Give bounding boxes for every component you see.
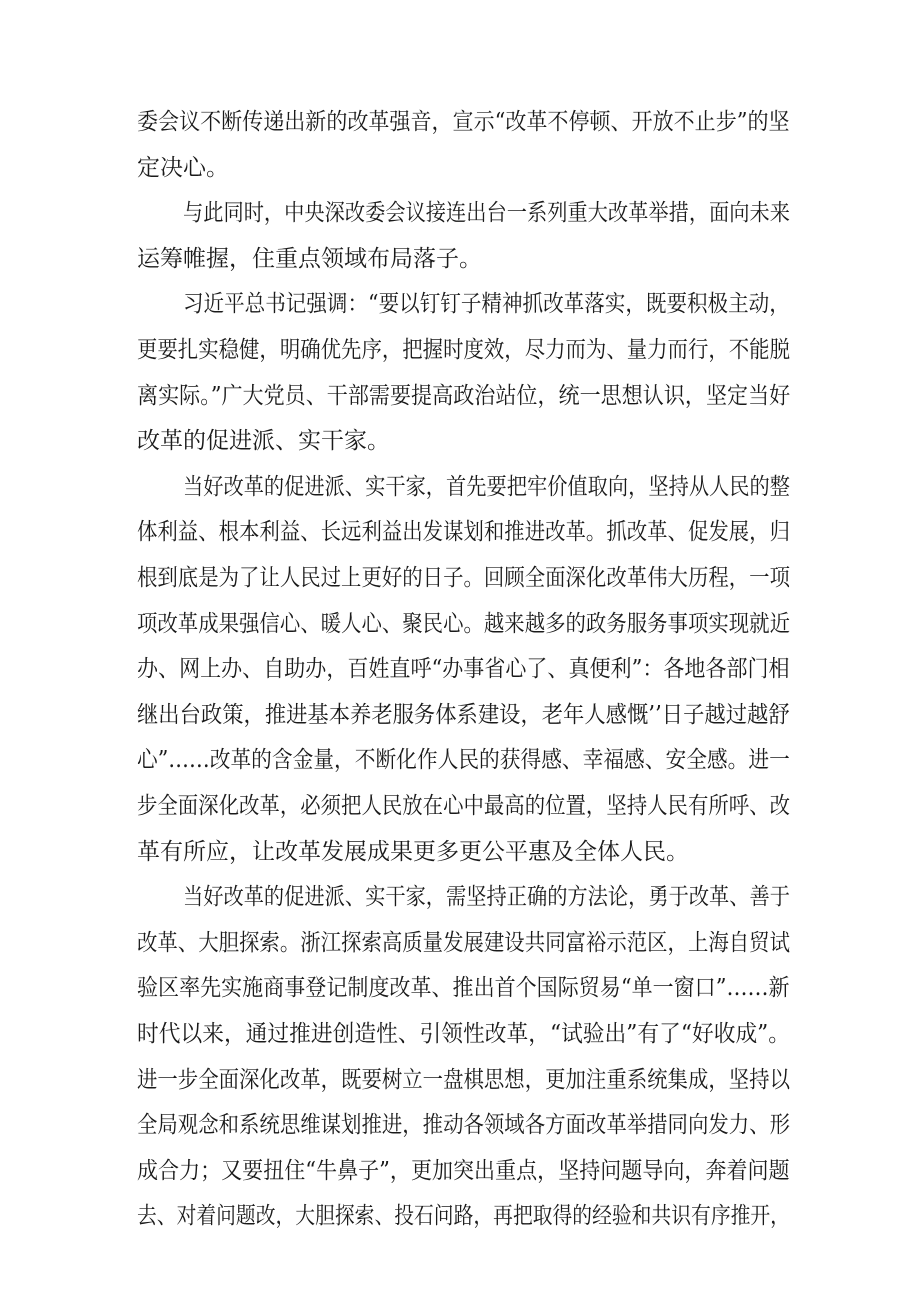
text-line: 习近平总书记强调：“要以钉钉子精神抓改革落实，既要积极主动， xyxy=(183,291,790,318)
text-line: 定决心。 xyxy=(137,154,229,181)
text-line: 当好改革的促进派、实干家，首先要把牢价值取向，坚持从人民的整 xyxy=(183,473,790,500)
text-line: 验区率先实施商事登记制度改革、推出首个国际贸易“单一窗口”……新 xyxy=(137,975,790,1002)
text-line: 进一步全面深化改革，既要树立一盘棋思想，更加注重系统集成，坚持以 xyxy=(137,1066,790,1093)
text-line: 委会议不断传递出新的改革强音，宣示“改革不停顿、开放不止步”的坚 xyxy=(137,109,790,135)
text-line: 项改革成果强信心、暖人心、聚民心。越来越多的政务服务事项实现就近 xyxy=(137,610,790,637)
text-line: 全局观念和系统思维谋划推进，推动各领域各方面改革举措同向发力、形 xyxy=(137,1112,790,1139)
text-line: 继出台政策，推进基本养老服务体系建设，老年人感慨’’日子越过越舒 xyxy=(137,701,790,728)
text-line: 办、网上办、自助办，百姓直呼“办事省心了、真便利”：各地各部门相 xyxy=(137,656,790,683)
text-line: 运筹帷握，住重点领域布局落子。 xyxy=(137,245,482,272)
text-line: 改革的促进派、实干家。 xyxy=(137,428,390,455)
text-line: 根到底是为了让人民过上更好的日子。回顾全面深化改革伟大历程，一项 xyxy=(137,565,790,591)
text-line: 离实际。”广大党员、干部需要提高政治站位，统一思想认识，坚定当好 xyxy=(137,382,791,409)
text-line: 成合力；又要扭住“牛鼻子”，更加突出重点，坚持问题导向，奔着问题 xyxy=(137,1157,790,1184)
text-line: 当好改革的促进派、实干家，需坚持正确的方法论，勇于改革、善于 xyxy=(183,884,790,911)
text-line: 心”……改革的含金量，不断化作人民的获得感、幸福感、安全感。进一 xyxy=(137,747,790,774)
text-line: 革有所应，让改革发展成果更多更公平惠及全体人民。 xyxy=(137,838,689,865)
text-line: 去、对着问题改，大胆探索、投石问路，再把取得的经验和共识有序推开， xyxy=(137,1203,790,1230)
text-line: 体利益、根本利益、长远利益出发谋划和推进改革。抓改革、促发展，归 xyxy=(137,519,790,546)
text-line: 时代以来，通过推进创造性、引领性改革，“试验出”有了“好收成”。 xyxy=(137,1021,791,1047)
text-line: 步全面深化改革，必须把人民放在心中最高的位置，坚持人民有所呼、改 xyxy=(137,793,790,819)
text-line: 更要扎实稳健，明确优先序，把握时度效，尽力而为、量力而行，不能脱 xyxy=(137,337,790,363)
text-line: 与此同时，中央深改委会议接连出台一系列重大改革举措，面向未来 xyxy=(183,200,790,227)
text-line: 改革、大胆探索。浙江探索高质量发展建设共同富裕示范区，上海自贸试 xyxy=(137,929,790,956)
